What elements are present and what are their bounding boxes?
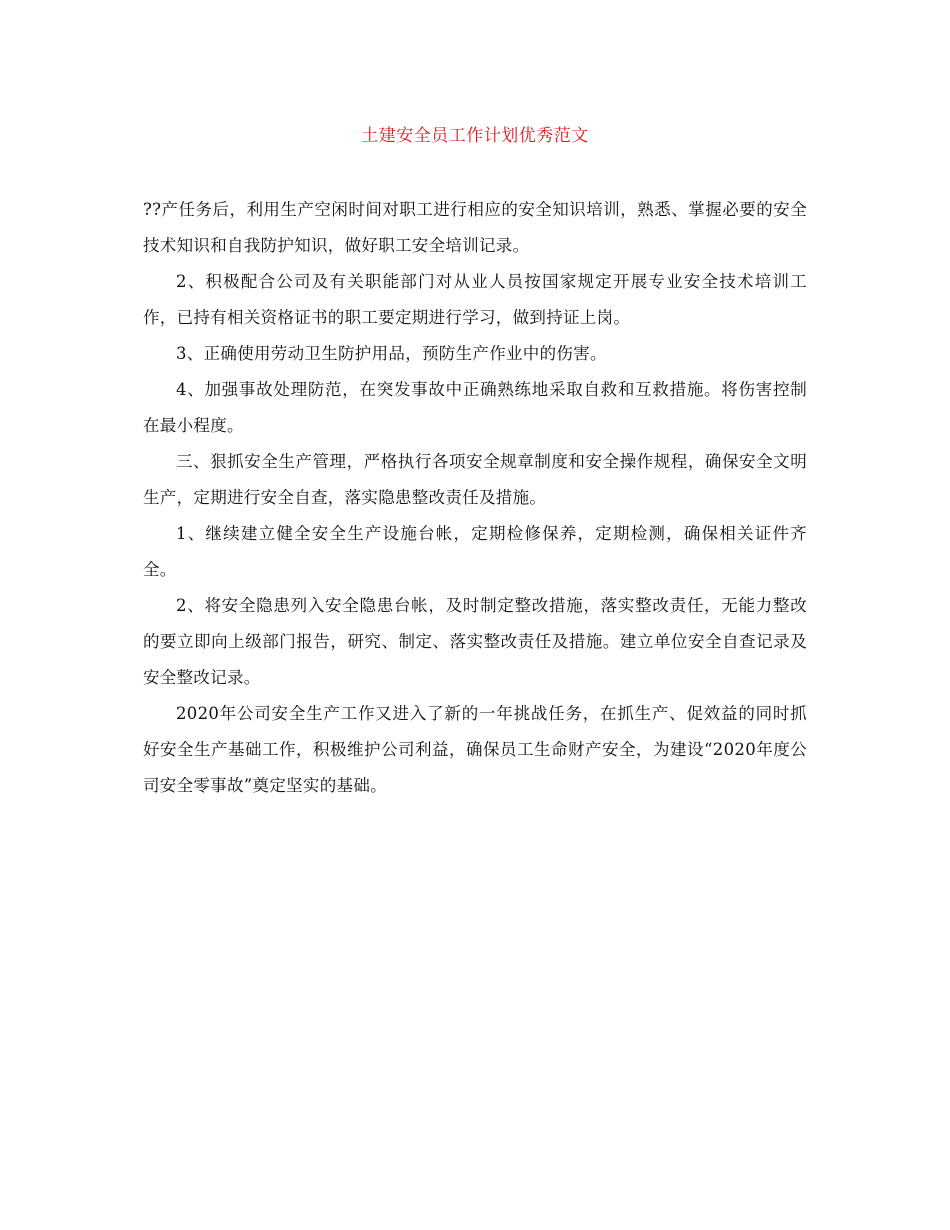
paragraph: 1、继续建立健全安全生产设施台帐，定期检修保养，定期检测，确保相关证件齐全。: [143, 524, 807, 579]
paragraph: 3、正确使用劳动卫生防护用品，预防生产作业中的伤害。: [176, 344, 607, 363]
document-title: 土建安全员工作计划优秀范文: [361, 126, 589, 146]
paragraph: 2、将安全隐患列入安全隐患台帐，及时制定整改措施，落实整改责任，无能力整改的要立即向上级部门报告，研究、制定、落实整改责任及措施。建立单位安全自查记录及安全整改记录。: [143, 596, 807, 687]
paragraph: ??产任务后，利用生产空闲时间对职工进行相应的安全知识培训，熟悉、掌握必要的安全技术知识和自我防护知识，做好职工安全培训记录。: [143, 200, 807, 255]
paragraph: 2、积极配合公司及有关职能部门对从业人员按国家规定开展专业安全技术培训工作，已持有相关资格证书的职工要定期进行学习，做到持证上岗。: [143, 272, 807, 327]
paragraph: 2020年公司安全生产工作又进入了新的一年挑战任务，在抓生产、促效益的同时抓好安全生产基础工作，积极维护公司利益，确保员工生命财产安全，为建设“2020年度公司安全零事故”奠定坚实的基础。: [143, 704, 807, 795]
paragraph: 三、狠抓安全生产管理，严格执行各项安全规章制度和安全操作规程，确保安全文明生产，定期进行安全自查，落实隐患整改责任及措施。: [143, 452, 807, 507]
document-body: [143, 192, 807, 804]
paragraph: 4、加强事故处理防范，在突发事故中正确熟练地采取自救和互救措施。将伤害控制在最小程度。: [143, 380, 807, 435]
